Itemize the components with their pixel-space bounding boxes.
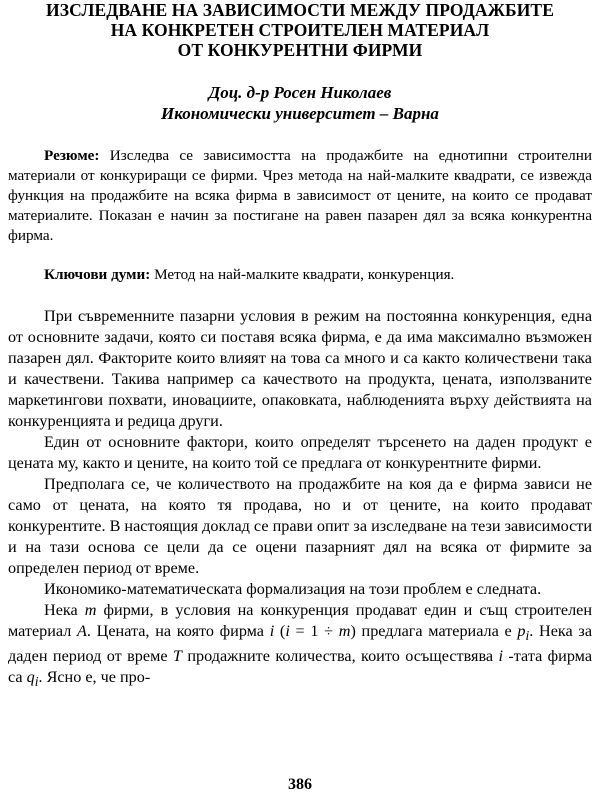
paper-title <box>8 0 592 60</box>
math-symbol: T <box>172 647 182 666</box>
math-subscript: i <box>525 628 530 644</box>
author-name: Доц. д-р Росен Николаев <box>208 83 392 102</box>
text-run: . Нека за даден период от време <box>8 622 593 666</box>
keywords-label: Ключови думи: <box>44 266 151 283</box>
author-block <box>8 82 592 124</box>
math-symbol: i <box>269 622 275 640</box>
text-run: фирми, в условия на конкуренция продават един и същ строителен материал <box>8 601 592 640</box>
math-symbol: m <box>84 601 97 619</box>
title-line: НА КОНКРЕТЕН СТРОИТЕЛЕН МАТЕРИАЛ <box>110 20 490 40</box>
math-symbol: p <box>517 622 526 640</box>
text-run: продажните количества, които осъществява <box>181 647 499 666</box>
keywords-text: Метод на най-малките квадрати, конкуренция. <box>150 266 455 283</box>
text-run: ( <box>274 622 286 640</box>
text-run: . Ясно е, че про- <box>38 668 151 687</box>
text-run: . Цената, на която фирма <box>86 622 270 640</box>
title-line: ИЗСЛЕДВАНЕ НА ЗАВИСИМОСТИ МЕЖДУ ПРОДАЖБИТЕ <box>46 0 554 20</box>
abstract-text: Изследва се зависимостта на продажбите на еднотипни строителни материали от конкуриращи се фирми. Чрез метода на най-малките квадрати, се извежда функция на продажбите на всяка фирма в зависимост от цените, на които се продават материалите. Показан е начин за постигане на равен пазарен дял за всяка конкурентна фирма. <box>8 147 592 244</box>
page-number: 386 <box>288 776 312 793</box>
math-symbol: m <box>338 622 351 640</box>
text-run: ) предлага материала е <box>350 622 518 640</box>
math-symbol: i <box>498 647 503 666</box>
paragraph <box>8 600 592 692</box>
paragraph: Предполага се, че количеството на продажбите на коя да е фирма зависи не само от цената, на която тя продава, но и от цените, на които продават конкурентите. В настоящия доклад се прави опит за изследване на тези зависимости и на тази основа се цели да се оцени пазарният дял на всяка от фирмите за определен период от време. <box>8 475 592 577</box>
text-run: -тата фирма са <box>8 647 593 687</box>
keywords <box>8 265 592 285</box>
math-subscript: i <box>34 674 39 690</box>
text-run: = 1 ÷ <box>289 622 339 640</box>
title-line: ОТ КОНКУРЕНТНИ ФИРМИ <box>177 40 423 60</box>
math-symbol: i <box>285 622 290 640</box>
paragraph: Икономико-математическата формализация на този проблем е следната. <box>44 580 542 598</box>
text-run: Нека <box>44 601 85 619</box>
math-symbol: A <box>77 622 87 640</box>
body-text <box>8 306 592 692</box>
abstract <box>8 146 592 246</box>
paragraph: Един от основните фактори, които определят търсенето на даден продукт е цената му, както и цените, на които той се предлага от конкурентните фирми. <box>8 433 592 472</box>
author-affiliation: Икономически университет – Варна <box>161 104 439 123</box>
math-symbol: q <box>26 668 35 687</box>
abstract-label: Резюме: <box>44 147 100 164</box>
paragraph: При съвременните пазарни условия в режим на постоянна конкуренция, една от основните задачи, която си поставя всяка фирма, е да има максимално възможен пазарен дял. Факторите които влияят на това са много и са както количествени така и качествени. Такива например са качеството на продукта, цената, използваните маркетингови похвати, иновациите, опаковката, наблюденията върху действията на конкуренцията и редица други. <box>8 307 592 430</box>
